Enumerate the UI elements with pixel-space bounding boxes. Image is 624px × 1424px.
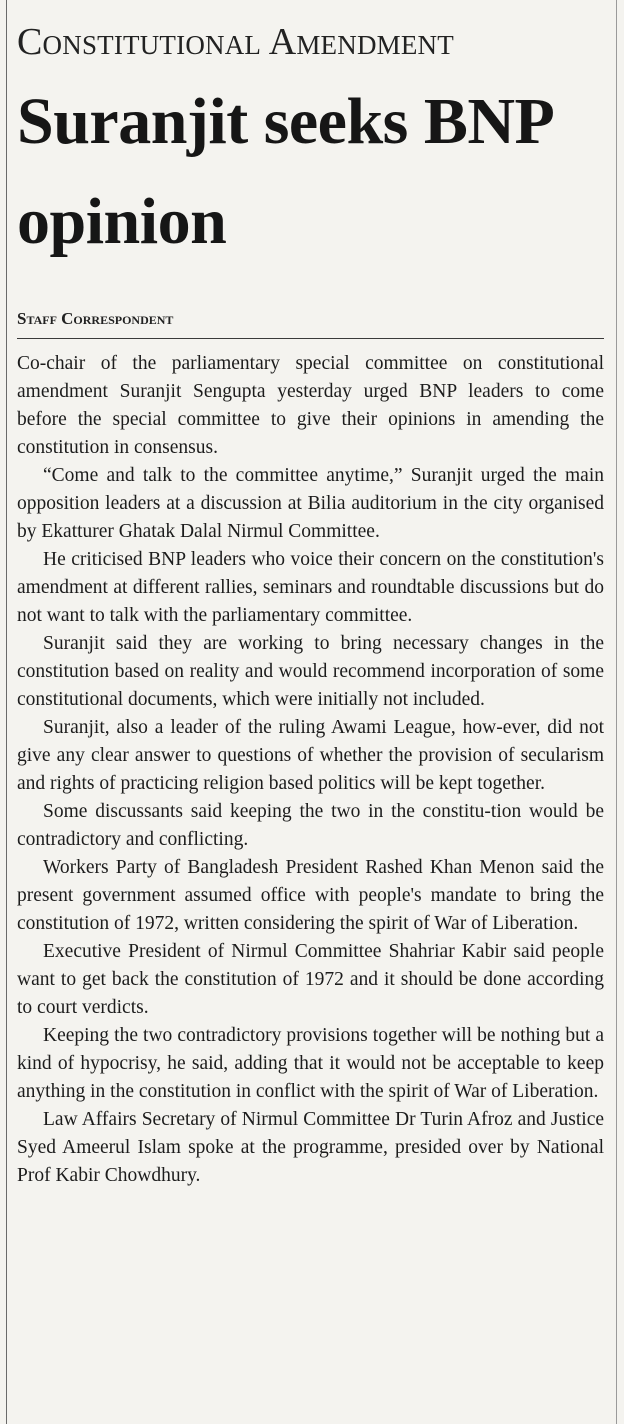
paragraph: Some discussants said keeping the two in the constitu-tion would be contradictory and conflicting. — [17, 801, 604, 850]
byline-divider — [17, 338, 604, 339]
paragraph: Law Affairs Secretary of Nirmul Committee Dr Turin Afroz and Justice Syed Ameerul Islam spoke at the programme, presided over by National Prof Kabir Chowdhury. — [17, 1109, 604, 1186]
article-body — [17, 350, 604, 1190]
paragraph: Workers Party of Bangladesh President Rashed Khan Menon said the present government assumed office with people's mandate to bring the constitution of 1972, written considering the spirit of War of Liberation. — [17, 857, 604, 934]
paragraph: Executive President of Nirmul Committee Shahriar Kabir said people want to get back the constitution of 1972 and it should be done according to court verdicts. — [17, 941, 604, 1018]
column-rule-right — [616, 0, 617, 1424]
column-rule-left — [6, 0, 7, 1424]
paragraph: Keeping the two contradictory provisions together will be nothing but a kind of hypocrisy, he said, adding that it would not be acceptable to keep anything in the constitution in conflict with the spirit of War of Liberation. — [17, 1025, 604, 1102]
paragraph: Co-chair of the parliamentary special committee on constitutional amendment Suranjit Sengupta yesterday urged BNP leaders to come before the special committee to give their opinions in amending the constitution in consensus. — [17, 353, 604, 458]
headline: Suranjit seeks BNP opinion — [17, 85, 551, 258]
paragraph: “Come and talk to the committee anytime,” Suranjit urged the main opposition leaders at a discussion at Bilia auditorium in the city organised by Ekatturer Ghatak Dalal Nirmul Committee. — [17, 465, 604, 542]
section-kicker: Constitutional Amendment — [17, 21, 454, 63]
paragraph: Suranjit said they are working to bring necessary changes in the constitution based on reality and would recommend incorporation of some constitutional documents, which were initially not included. — [17, 633, 604, 710]
paragraph: Suranjit, also a leader of the ruling Awami League, how-ever, did not give any clear answer to questions of whether the provision of secularism and rights of practicing religion based politics will be kept together. — [17, 717, 604, 794]
paragraph: He criticised BNP leaders who voice their concern on the constitution's amendment at different rallies, seminars and roundtable discussions but do not want to talk with the parliamentary committee. — [17, 549, 604, 626]
byline: Staff Correspondent — [17, 309, 174, 328]
article — [17, 0, 604, 1190]
